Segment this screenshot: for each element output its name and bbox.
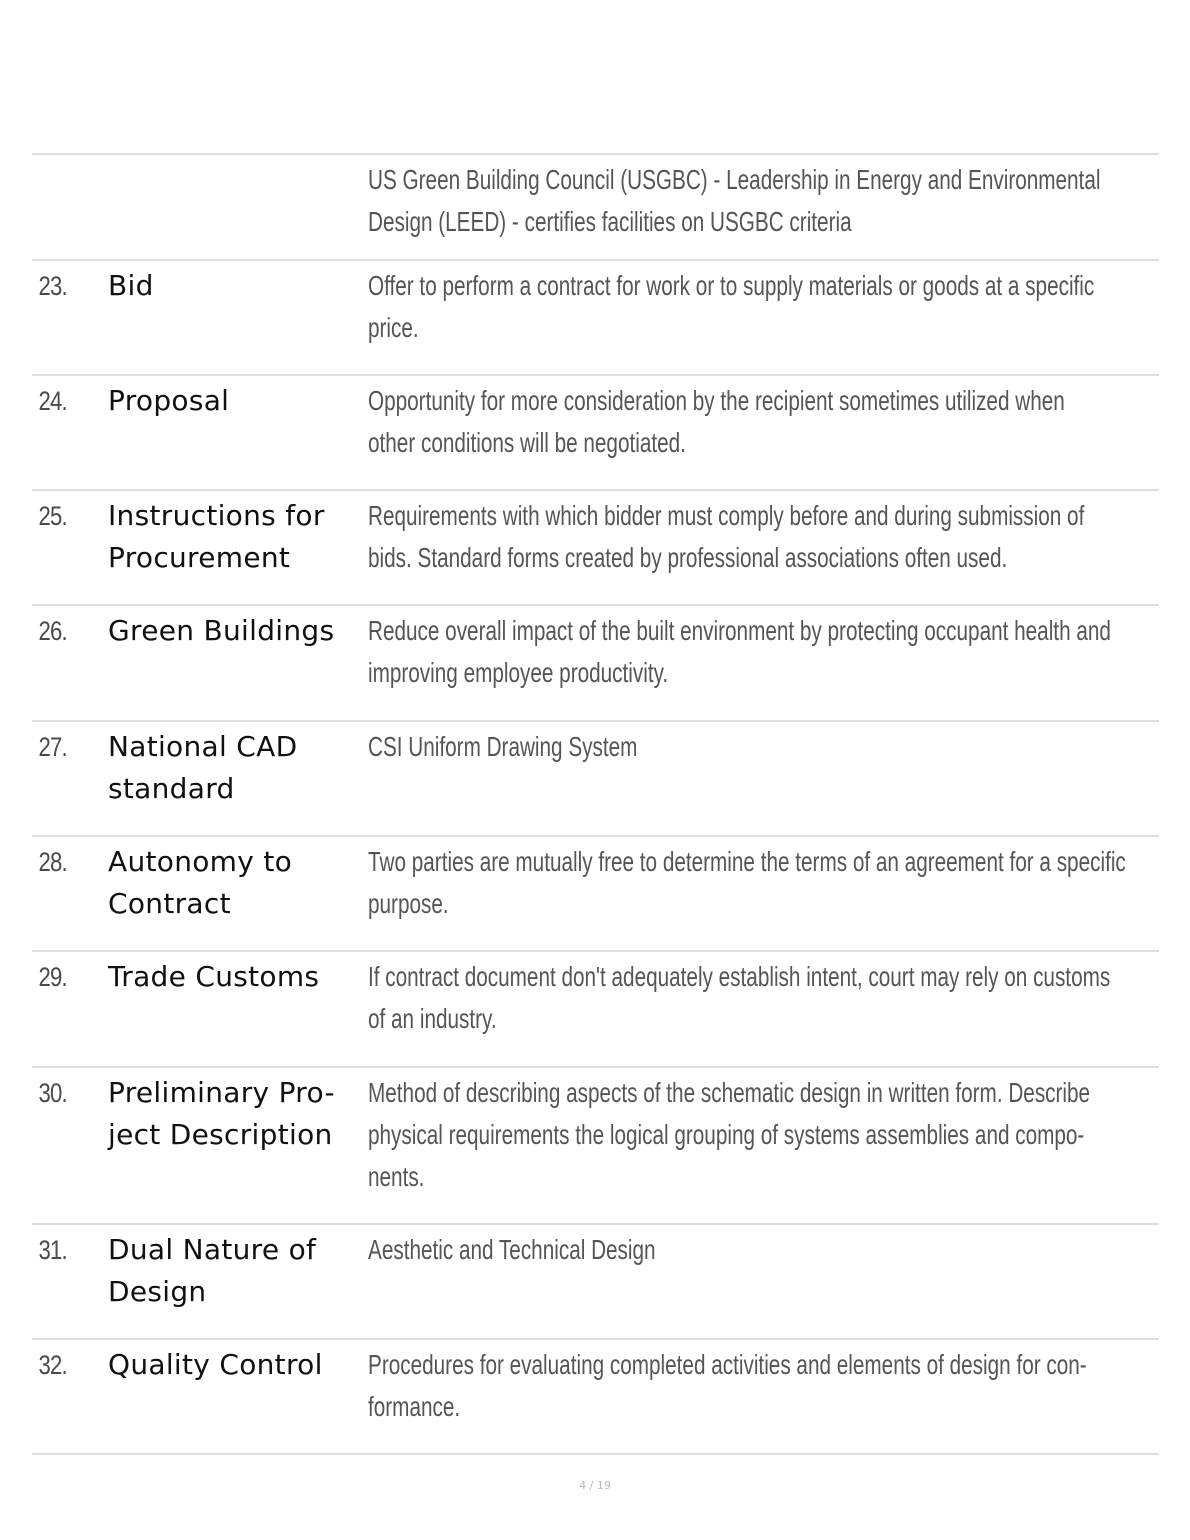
row-definition xyxy=(368,495,1159,604)
row-definition xyxy=(368,380,1159,489)
term-line: Bid xyxy=(108,269,154,302)
term-line: Autonomy to xyxy=(108,845,293,878)
term-line: National CAD xyxy=(108,730,298,763)
definition-line: physical requirements the logical grouping of systems assemblies and compo- xyxy=(368,1119,1085,1150)
table-row xyxy=(32,374,1159,489)
glossary-table xyxy=(32,153,1159,1455)
continuation-row xyxy=(32,153,1159,259)
table-row xyxy=(32,604,1159,720)
table-row xyxy=(32,720,1159,835)
definition-line: Aesthetic and Technical Design xyxy=(368,1234,656,1265)
definition-line: other conditions will be negotiated. xyxy=(368,427,686,458)
row-definition xyxy=(368,610,1159,720)
row-definition xyxy=(368,841,1159,950)
row-definition xyxy=(368,726,1159,835)
row-term xyxy=(108,1072,368,1223)
term-line: Green Buildings xyxy=(108,614,335,647)
term-line: Procurement xyxy=(108,541,291,574)
definition-line: Opportunity for more consideration by the recipient sometimes utilized when xyxy=(368,385,1065,416)
row-number xyxy=(32,159,94,259)
table-row xyxy=(32,835,1159,950)
row-number: 29. xyxy=(38,962,67,992)
definition-line: purpose. xyxy=(368,888,449,919)
table-row xyxy=(32,1223,1159,1338)
row-number: 24. xyxy=(38,386,67,416)
row-term xyxy=(108,1344,368,1453)
page-indicator: 4 / 19 xyxy=(579,1479,611,1492)
row-number: 26. xyxy=(38,616,67,646)
row-term xyxy=(108,1229,368,1338)
table-row xyxy=(32,489,1159,604)
row-definition xyxy=(368,1229,1159,1338)
term-line: Preliminary Pro- xyxy=(108,1076,335,1109)
definition-line: Procedures for evaluating completed activities and elements of design for con- xyxy=(368,1349,1087,1380)
row-number: 23. xyxy=(38,271,67,301)
row-number: 28. xyxy=(38,847,67,877)
definition-line: bids. Standard forms created by professional associations often used. xyxy=(368,542,1008,573)
table-row xyxy=(32,1338,1159,1455)
row-term xyxy=(108,841,368,950)
row-term xyxy=(108,495,368,604)
definition-line: Offer to perform a contract for work or to supply materials or goods at a specific xyxy=(368,270,1095,301)
definition-line: price. xyxy=(368,312,419,343)
row-term xyxy=(108,380,368,489)
row-term xyxy=(108,265,368,374)
row-definition xyxy=(368,1072,1159,1223)
definition-line: Requirements with which bidder must comply before and during submission of xyxy=(368,500,1085,531)
definition-line: CSI Uniform Drawing System xyxy=(368,731,638,762)
row-definition xyxy=(368,956,1159,1066)
definition-line: If contract document don't adequately establish intent, court may rely on customs xyxy=(368,961,1111,992)
row-number: 30. xyxy=(38,1078,67,1108)
row-definition xyxy=(368,265,1159,374)
row-definition xyxy=(368,159,1159,259)
definition-line: US Green Building Council (USGBC) - Leadership in Energy and Environmental xyxy=(368,164,1101,195)
row-number: 27. xyxy=(38,732,67,762)
row-term xyxy=(108,956,368,1066)
row-definition xyxy=(368,1344,1159,1453)
definition-line: nents. xyxy=(368,1161,425,1192)
definition-line: Design (LEED) - certifies facilities on USGBC criteria xyxy=(368,206,852,237)
term-line: Dual Nature of xyxy=(108,1233,317,1266)
term-line: Instructions for xyxy=(108,499,325,532)
definition-line: Method of describing aspects of the schematic design in written form. Describe xyxy=(368,1077,1091,1108)
definition-line: of an industry. xyxy=(368,1003,497,1034)
definition-line: Reduce overall impact of the built environment by protecting occupant health and xyxy=(368,615,1111,646)
row-number: 31. xyxy=(38,1235,67,1265)
term-line: Contract xyxy=(108,887,231,920)
row-number: 32. xyxy=(38,1350,67,1380)
term-line: Proposal xyxy=(108,384,230,417)
row-term xyxy=(108,610,368,720)
row-term xyxy=(108,159,368,259)
term-line: Design xyxy=(108,1275,207,1308)
definition-line: improving employee productivity. xyxy=(368,657,669,688)
table-row xyxy=(32,1066,1159,1223)
term-line: standard xyxy=(108,772,235,805)
row-term xyxy=(108,726,368,835)
definition-line: formance. xyxy=(368,1391,461,1422)
term-line: Trade Customs xyxy=(108,960,320,993)
term-line: Quality Control xyxy=(108,1348,323,1381)
definition-line: Two parties are mutually free to determine the terms of an agreement for a specific xyxy=(368,846,1126,877)
row-number: 25. xyxy=(38,501,67,531)
term-line: ject Description xyxy=(108,1118,333,1151)
table-row xyxy=(32,950,1159,1066)
table-row xyxy=(32,259,1159,374)
